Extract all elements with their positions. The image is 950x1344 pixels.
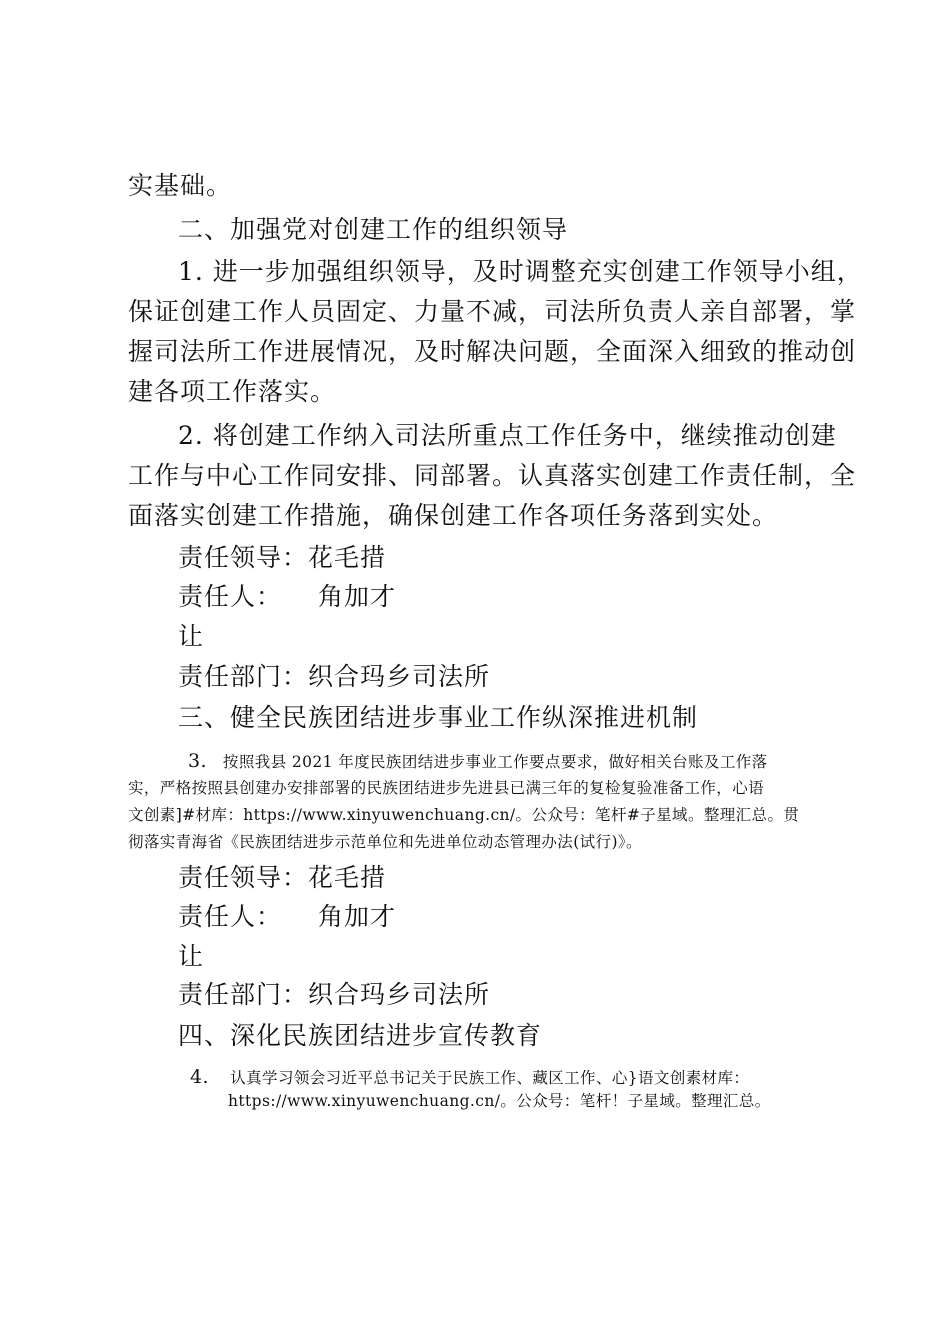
section-2-responsible-leader: 责任领导：花毛措 (178, 543, 387, 572)
section-3-heading: 三、健全民族团结进步事业工作纵深推进机制 (178, 703, 699, 732)
item-4-line-2: https://www.xinyuwenchuang.cn/。公众号：笔杆！子星域。整理汇总。 (228, 1092, 771, 1110)
responsible-person-label: 责任人： (178, 582, 283, 611)
section-2-responsible-dept: 责任部门：织合玛乡司法所 (178, 662, 491, 691)
item-4-number: 4. (190, 1066, 209, 1088)
item-1-line-1: 1. 进一步加强组织领导，及时调整充实创建工作领导小组， (178, 257, 863, 286)
intro-tail-text: 实基础。 (128, 171, 233, 200)
section-2-heading: 二、加强党对创建工作的组织领导 (178, 215, 569, 244)
item-4-line-1 (190, 1064, 749, 1091)
section-4-heading: 四、深化民族团结进步宣传教育 (178, 1021, 543, 1050)
responsible-person-name: 角加才 (318, 902, 397, 931)
item-3-number: 3. (188, 750, 207, 772)
item-3-text-1: 按照我县 2021 年度民族团结进步事业工作要点要求，做好相关台账及工作落 (222, 753, 768, 771)
item-2-line-2: 工作与中心工作同安排、同部署。认真落实创建工作责任制，全 (128, 461, 857, 490)
section-2-responsible-person (178, 577, 396, 617)
item-2-line-3: 面落实创建工作措施，确保创建工作各项任务落到实处。 (128, 501, 779, 530)
item-1-line-2: 保证创建工作人员固定、力量不减，司法所负责人亲自部署，掌 (128, 297, 857, 326)
item-3-line-4: 彻落实青海省《民族团结进步示范单位和先进单位动态管理办法(试行)》。 (128, 833, 642, 851)
section-3-responsible-person-cont: 让 (178, 942, 205, 971)
section-3-responsible-leader: 责任领导：花毛措 (178, 863, 387, 892)
responsible-person-label: 责任人： (178, 902, 283, 931)
item-2-line-1: 2. 将创建工作纳入司法所重点工作任务中，继续推动创建 (178, 421, 837, 450)
section-2-responsible-person-cont: 让 (178, 622, 205, 651)
section-3-responsible-person (178, 897, 396, 937)
item-4-text-1: 认真学习领会习近平总书记关于民族工作、藏区工作、心}语文创素材库： (230, 1069, 750, 1087)
item-3-line-1 (188, 748, 768, 775)
item-1-line-4: 建各项工作落实。 (128, 377, 337, 406)
item-1-line-3: 握司法所工作进展情况，及时解决问题，全面深入细致的推动创 (128, 337, 857, 366)
item-3-line-3: 文创素]#材库：https://www.xinyuwenchuang.cn/。公众号：笔杆#子星域。整理汇总。贯 (128, 806, 800, 824)
item-3-line-2: 实，严格按照县创建办安排部署的民族团结进步先进县已满三年的复检复验准备工作，心语 (128, 779, 765, 797)
responsible-person-name: 角加才 (318, 582, 397, 611)
section-3-responsible-dept: 责任部门：织合玛乡司法所 (178, 980, 491, 1009)
